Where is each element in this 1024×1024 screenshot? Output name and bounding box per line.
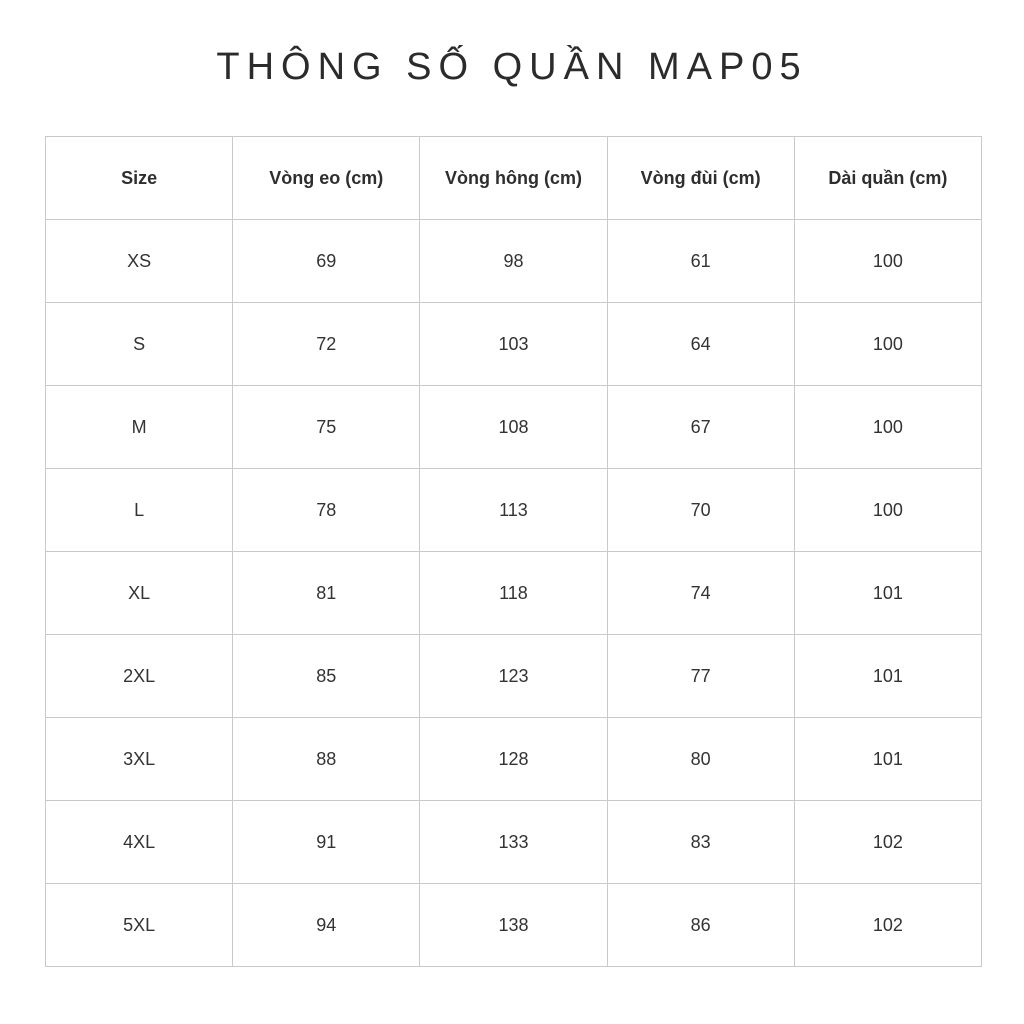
cell-waist: 81	[233, 552, 420, 635]
cell-thigh: 64	[607, 303, 794, 386]
size-chart-table	[45, 136, 982, 967]
cell-thigh: 74	[607, 552, 794, 635]
cell-hip: 118	[420, 552, 607, 635]
cell-hip: 123	[420, 635, 607, 718]
cell-length: 100	[794, 386, 981, 469]
header-thigh: Vòng đùi (cm)	[607, 137, 794, 220]
cell-waist: 72	[233, 303, 420, 386]
cell-waist: 94	[233, 884, 420, 967]
cell-waist: 69	[233, 220, 420, 303]
header-size: Size	[46, 137, 233, 220]
cell-size: 5XL	[46, 884, 233, 967]
cell-thigh: 86	[607, 884, 794, 967]
table-header	[46, 137, 982, 220]
cell-thigh: 83	[607, 801, 794, 884]
cell-length: 102	[794, 884, 981, 967]
cell-length: 101	[794, 552, 981, 635]
cell-waist: 78	[233, 469, 420, 552]
cell-size: M	[46, 386, 233, 469]
cell-size: XL	[46, 552, 233, 635]
cell-size: L	[46, 469, 233, 552]
header-waist: Vòng eo (cm)	[233, 137, 420, 220]
cell-length: 100	[794, 469, 981, 552]
cell-hip: 133	[420, 801, 607, 884]
cell-size: 2XL	[46, 635, 233, 718]
cell-length: 100	[794, 220, 981, 303]
cell-length: 100	[794, 303, 981, 386]
table-row	[46, 386, 982, 469]
cell-thigh: 67	[607, 386, 794, 469]
header-row	[46, 137, 982, 220]
cell-waist: 88	[233, 718, 420, 801]
cell-length: 102	[794, 801, 981, 884]
header-hip: Vòng hông (cm)	[420, 137, 607, 220]
header-length: Dài quần (cm)	[794, 137, 981, 220]
table-row	[46, 303, 982, 386]
table-row	[46, 801, 982, 884]
cell-thigh: 77	[607, 635, 794, 718]
cell-hip: 103	[420, 303, 607, 386]
table-row	[46, 635, 982, 718]
cell-hip: 98	[420, 220, 607, 303]
cell-length: 101	[794, 718, 981, 801]
cell-size: XS	[46, 220, 233, 303]
page-title: THÔNG SỐ QUẦN MAP05	[216, 46, 808, 89]
cell-hip: 108	[420, 386, 607, 469]
cell-waist: 75	[233, 386, 420, 469]
table-row	[46, 718, 982, 801]
cell-size: S	[46, 303, 233, 386]
cell-size: 3XL	[46, 718, 233, 801]
cell-waist: 85	[233, 635, 420, 718]
cell-waist: 91	[233, 801, 420, 884]
cell-size: 4XL	[46, 801, 233, 884]
cell-hip: 128	[420, 718, 607, 801]
table-row	[46, 884, 982, 967]
cell-thigh: 80	[607, 718, 794, 801]
table-row	[46, 552, 982, 635]
cell-thigh: 70	[607, 469, 794, 552]
table-body	[46, 220, 982, 967]
cell-hip: 113	[420, 469, 607, 552]
cell-hip: 138	[420, 884, 607, 967]
cell-thigh: 61	[607, 220, 794, 303]
cell-length: 101	[794, 635, 981, 718]
table-row	[46, 220, 982, 303]
table-row	[46, 469, 982, 552]
